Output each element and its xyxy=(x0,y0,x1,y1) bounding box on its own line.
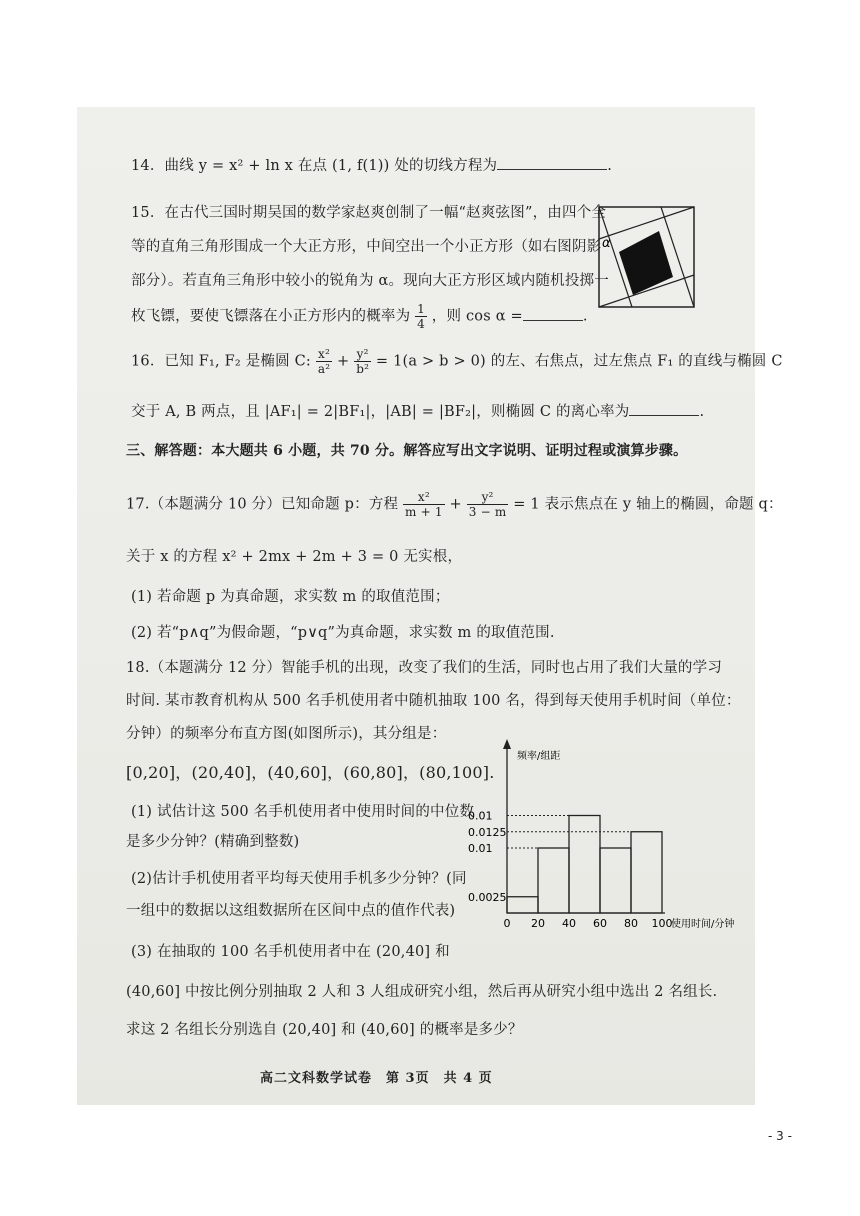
alpha-label: α xyxy=(602,236,611,251)
q18-part-1a: (1) 试估计这 500 名手机使用者中使用时间的中位数 xyxy=(131,804,475,820)
q16-answer-blank xyxy=(629,401,699,416)
q18-part-2a: (2)估计手机使用者平均每天使用手机多少分钟？(同 xyxy=(131,871,467,887)
fraction-denominator: b² xyxy=(356,362,370,376)
q15-period: . xyxy=(582,308,588,325)
q17-line-2: 关于 x 的方程 x² + 2mx + 2m + 3 = 0 无实根， xyxy=(126,549,463,565)
ellipse-fraction-y xyxy=(354,347,371,376)
x-tick-label: 20 xyxy=(531,917,545,930)
x-tick-label: 80 xyxy=(624,917,638,930)
section-3-heading: 三、解答题：本大题共 6 小题，共 70 分。解答应写出文字说明、证明过程或演算步骤。 xyxy=(126,443,688,459)
triangle-edge-1 xyxy=(599,207,694,239)
histogram-bar xyxy=(600,848,631,913)
q15-line-2: 等的直角三角形围成一个大正方形，中间空出一个小正方形（如右图阴影 xyxy=(131,239,602,255)
q18-part-3a: (3) 在抽取的 100 名手机使用者中在 (20,40] 和 xyxy=(131,944,450,960)
y-tick-label: 0.0125 xyxy=(468,825,507,839)
q18-groups: [0,20]，(20,40]，(40,60]，(60,80]，(80,100]. xyxy=(126,763,495,782)
q17-line-1-rest: = 1 表示焦点在 y 轴上的椭圆，命题 q： xyxy=(513,496,783,513)
ellipse-fraction-x xyxy=(316,347,332,376)
q18-part-1b: 是多少分钟？(精确到整数) xyxy=(126,834,300,850)
fraction-denominator: a² xyxy=(317,362,331,376)
fraction-numerator: y² xyxy=(354,347,371,362)
y-tick-label: 0.0025 xyxy=(468,890,507,904)
q17-part-1: (1) 若命题 p 为真命题，求实数 m 的取值范围； xyxy=(131,589,450,605)
q16-line-1 xyxy=(131,347,783,376)
y-axis-arrow xyxy=(503,739,511,749)
q16-line-1-rest: = 1(a > b > 0) 的左、右焦点，过左焦点 F₁ 的直线与椭圆 C xyxy=(375,353,783,370)
q17-line-1-text: 17.（本题满分 10 分）已知命题 p：方程 xyxy=(126,496,399,513)
q15-answer-blank xyxy=(523,306,583,321)
q15-line-4-text: 枚飞镖，要使飞镖落在小正方形内的概率为 xyxy=(131,308,411,325)
q17-part-2: (2) 若“p∧q”为假命题，“p∨q”为真命题，求实数 m 的取值范围. xyxy=(131,625,555,641)
fraction-numerator: 1 xyxy=(417,302,425,316)
q16-line-1-text: 16．已知 F₁, F₂ 是椭圆 C: xyxy=(131,353,312,370)
q14-answer-blank xyxy=(497,155,607,170)
q15-cos-text: ，则 cos α = xyxy=(431,308,523,325)
q16-line-2-text: 交于 A, B 两点，且 |AF₁| = 2|BF₁|，|AB| = |BF₂|，则椭圆 C 的离心率为 xyxy=(131,404,630,420)
plus-sign: + xyxy=(337,353,350,370)
q14-text: 14．曲线 y = x² + ln x 在点 (1, f(1)) 处的切线方程为 xyxy=(131,158,498,174)
x-axis-label: 使用时间/分钟 xyxy=(671,919,735,930)
q15-line-3: 部分）。若直角三角形中较小的锐角为 α。现向大正方形区域内随机投掷一 xyxy=(131,273,609,289)
y-axis-label: 频率/组距 xyxy=(517,751,561,762)
fraction-numerator: x² xyxy=(403,490,445,505)
q16-period: . xyxy=(699,404,705,420)
histogram-bar xyxy=(631,832,662,913)
histogram-bar xyxy=(538,848,569,913)
fraction-denominator: m + 1 xyxy=(405,505,443,519)
histogram-bar xyxy=(507,897,538,913)
q17-fraction-x xyxy=(403,490,445,519)
y-tick-label: 0.01 xyxy=(468,842,493,855)
q18-part-3b: (40,60] 中按比例分别抽取 2 人和 3 人组成研究小组，然后再从研究小组中选出 2 名组长. xyxy=(126,984,718,1000)
q16-line-2 xyxy=(131,400,704,421)
histogram-bar xyxy=(569,816,600,914)
q18-part-3c: 求这 2 名组长分别选自 (20,40] 和 (40,60] 的概率是多少？ xyxy=(126,1022,523,1038)
q14-period: . xyxy=(607,158,613,174)
probability-fraction xyxy=(415,302,427,331)
x-tick-label: 100 xyxy=(651,917,673,930)
q17-line-1 xyxy=(126,490,783,519)
q18-line-1: 18.（本题满分 12 分）智能手机的出现，改变了我们的生活，同时也占用了我们大量的学习 xyxy=(126,660,723,676)
question-14 xyxy=(131,154,612,175)
plus-sign: + xyxy=(449,496,462,513)
frequency-histogram xyxy=(465,735,750,935)
q18-part-2b: 一组中的数据以这组数据所在区间中点的值作代表) xyxy=(126,903,456,919)
q18-line-2: 时间. 某市教育机构从 500 名手机使用者中随机抽取 100 名，得到每天使用手机时间（单位： xyxy=(126,693,741,709)
y-tick-label: 0.01 xyxy=(468,809,493,823)
q15-line-4 xyxy=(131,302,588,331)
page-footer: 高二文科数学试卷 第 3页 共 4 页 xyxy=(260,1071,493,1086)
fraction-denominator: 3 − m xyxy=(468,505,507,519)
zhao-shuang-diagram xyxy=(597,205,697,310)
fraction-numerator: x² xyxy=(316,347,332,362)
x-tick-label: 60 xyxy=(593,917,607,930)
x-tick-label: 40 xyxy=(562,917,576,930)
q17-fraction-y xyxy=(467,490,509,519)
q15-line-1: 15．在古代三国时期吴国的数学家赵爽创制了一幅“赵爽弦图”，由四个全 xyxy=(131,205,607,221)
page-number: - 3 - xyxy=(768,1129,792,1143)
q18-line-3: 分钟）的频率分布直方图(如图所示)，其分组是： xyxy=(126,726,447,742)
fraction-denominator: 4 xyxy=(417,317,425,331)
x-tick-label: 0 xyxy=(503,917,511,930)
fraction-numerator: y² xyxy=(467,490,509,505)
